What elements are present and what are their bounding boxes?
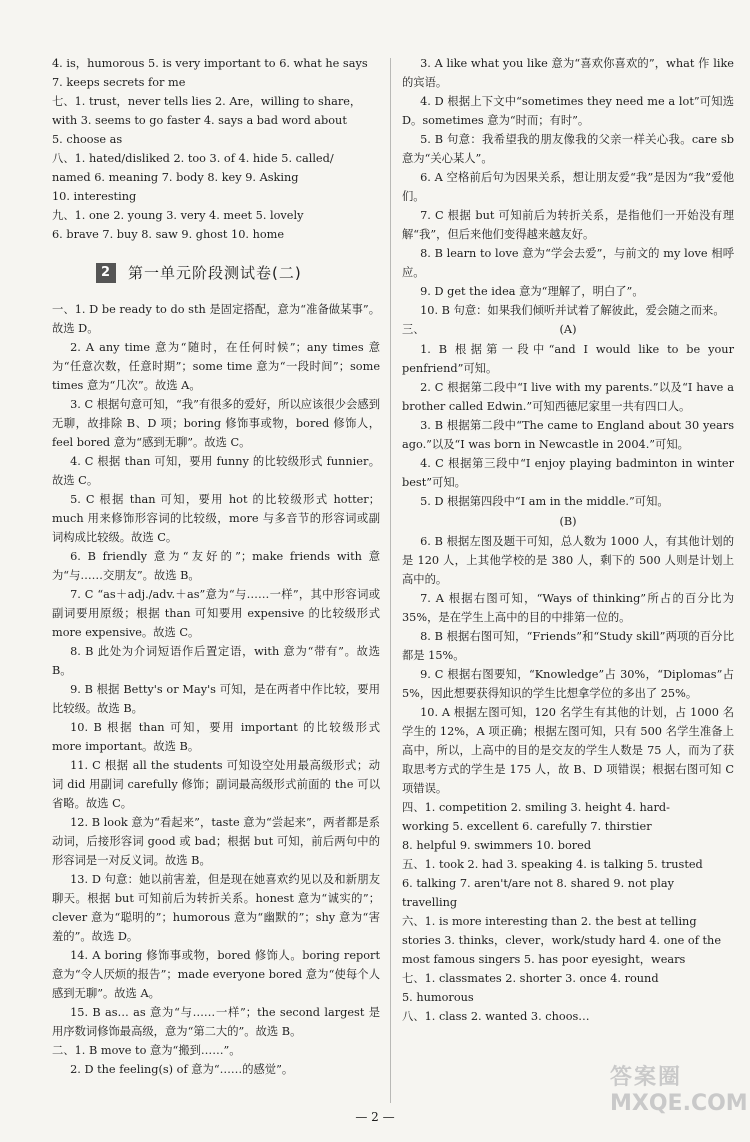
left-top-answers [52, 54, 380, 244]
passage-b-label: (B) [559, 515, 577, 528]
part3-label: 三、 [402, 323, 425, 336]
explanation-item: 2. D the feeling(s) of 意为“……的感觉”。 [70, 1063, 294, 1076]
answer-line: named 6. meaning 7. body 8. key 9. Asking [52, 171, 299, 184]
answer-line: travelling [402, 896, 458, 909]
explanation-item: 10. B 根据 than 可知，要用 important 的比较级形式 more important。故选 B。 [52, 721, 380, 753]
answer-line: 六、1. is more interesting than 2. the best at telling [402, 915, 697, 928]
explanation-item: 7. C 根据 but 可知前后为转折关系，是指他们一开始没有理解“我”，但后来他们变得越来越友好。 [402, 209, 734, 241]
explanation-item: 6. B 根据左图及题干可知，总人数为 1000 人，有其他计划的是 120 人，上其他学校的是 380 人，剩下的 500 人则是计划上高中的。 [402, 535, 734, 586]
explanation-item: 6. A 空格前后句为因果关系，想让朋友爱“我”是因为“我”爱他们。 [402, 171, 734, 203]
answer-line: 5. humorous [402, 991, 474, 1004]
section-heading [96, 260, 380, 286]
answer-line: with 3. seems to go faster 4. says a bad word about [52, 114, 347, 127]
explanation-item: 二、1. B move to 意为“搬到……”。 [52, 1044, 241, 1057]
answer-line: 四、1. competition 2. smiling 3. height 4. hard- [402, 801, 670, 814]
section-number-badge: 2 [96, 263, 116, 283]
explanation-item: 6. B friendly 意为“友好的”；make friends with 意为“与……交朋友”。故选 B。 [52, 550, 380, 582]
answer-line: most famous singers 5. has poor eyesight，wears [402, 953, 686, 966]
answer-line: 七、1. classmates 2. shorter 3. once 4. round [402, 972, 659, 985]
explanation-item: 5. C 根据 than 可知，要用 hot 的比较级形式 hotter；much 用来修饰形容词的比较级，more 与多音节的形容词或副词构成比较级。故选 C。 [52, 493, 380, 544]
answer-line: 10. interesting [52, 190, 137, 203]
passage-a-label: (A) [559, 323, 577, 336]
right-explanations-part2 [402, 54, 734, 320]
explanation-item: 2. C 根据第二段中“I live with my parents.”以及“I have a brother called Edwin.”可知西德尼家里一共有四口人。 [402, 381, 734, 413]
explanation-item: 9. B 根据 Betty's or May's 可知，是在两者中作比较，要用比较级。故选 B。 [52, 683, 380, 715]
explanation-item: 1. B 根据第一段中“and I would like to be your penfriend”可知。 [402, 343, 734, 375]
answer-line: 五、1. took 2. had 3. speaking 4. is talking 5. trusted [402, 858, 703, 871]
explanation-item: 4. C 根据第三段中“I enjoy playing badminton in winter best”可知。 [402, 457, 734, 489]
explanation-item: 3. C 根据句意可知，“我”有很多的爱好，所以应该很少会感到无聊，故排除 B、D 项；boring 修饰事或物，bored 修饰人，feel bored 意为“感到无聊”。故选 C。 [52, 398, 380, 449]
explanation-item: 一、1. D be ready to do sth 是固定搭配，意为“准备做某事”。故选 D。 [52, 303, 380, 335]
passage-a-explanations [402, 340, 734, 511]
answer-line: 8. helpful 9. swimmers 10. bored [402, 839, 592, 852]
answer-line: 5. choose as [52, 133, 123, 146]
answer-line: 九、1. one 2. young 3. very 4. meet 5. lovely [52, 209, 304, 222]
explanation-item: 3. A like what you like 意为“喜欢你喜欢的”，what 作 like 的宾语。 [402, 57, 734, 89]
answer-line: stories 3. thinks，clever，work/study hard 4. one of the [402, 934, 721, 947]
answer-line: 6. talking 7. aren't/are not 8. shared 9. not play [402, 877, 674, 890]
passage-b-explanations [402, 532, 734, 798]
answer-line: 6. brave 7. buy 8. saw 9. ghost 10. home [52, 228, 285, 241]
explanation-item: 5. D 根据第四段中“I am in the middle.”可知。 [420, 495, 669, 508]
left-column [52, 54, 380, 1079]
watermark-url: MXQE.COM [610, 1091, 748, 1116]
answer-line: working 5. excellent 6. carefully 7. thirstier [402, 820, 652, 833]
explanation-item: 8. B learn to love 意为“学会去爱”，与前文的 my love 相呼应。 [402, 247, 734, 279]
explanation-item: 15. B as… as 意为“与……一样”；the second largest 是用序数词修饰最高级，意为“第二大的”。故选 B。 [52, 1006, 380, 1038]
explanation-item: 10. B 句意：如果我们倾听并试着了解彼此，爱会随之而来。 [420, 304, 725, 317]
right-tail-answers [402, 798, 734, 1026]
explanation-item: 4. C 根据 than 可知，要用 funny 的比较级形式 funnier。故选 C。 [52, 455, 380, 487]
explanation-item: 9. D get the idea 意为“理解了，明白了”。 [420, 285, 644, 298]
section-title: 第一单元阶段测试卷(二) [128, 264, 302, 282]
explanation-item: 9. C 根据右图要知，“Knowledge”占 30%，“Diplomas”占 5%，因此想要获得知识的学生比想拿学位的多出了 25%。 [402, 668, 734, 700]
explanation-item: 8. B 此处为介词短语作后置定语，with 意为“带有”。故选 B。 [52, 645, 380, 677]
explanation-item: 13. D 句意：她以前害羞，但是现在她喜欢约见以及和新朋友聊天。根据 but 可知前后为转折关系。honest 意为“诚实的”；clever 意为“聪明的”；humorous 意为“幽默的”；shy 意为“害羞的”。故选 D。 [52, 873, 380, 943]
page-number: — 2 — [355, 1110, 395, 1124]
explanation-item: 12. B look 意为“看起来”，taste 意为“尝起来”，两者都是系动词，后接形容词 good 或 bad；根据 but 可知，前后两句中的形容词是一对反义词。故选 B。 [52, 816, 380, 867]
explanation-item: 7. A 根据右图可知，“Ways of thinking”所占的百分比为 35%，是在学生上高中的目的中排第一位的。 [402, 592, 734, 624]
explanation-item: 2. A any time 意为“随时，在任何时候”；any times 意为“任意次数，任意时期”；some time 意为“一段时间”；some times 意为“几次”。故选 A。 [52, 341, 380, 392]
answer-line: 八、1. class 2. wanted 3. choos… [402, 1010, 590, 1023]
answer-line: 七、1. trust，never tells lies 2. Are，willing to share， [52, 95, 362, 108]
watermark-text: 答案圈 [610, 1065, 683, 1090]
explanation-item: 5. B 句意：我希望我的朋友像我的父亲一样关心我。care sb 意为“关心某人”。 [402, 133, 734, 165]
answer-line: 八、1. hated/disliked 2. too 3. of 4. hide 5. called/ [52, 152, 334, 165]
explanation-item: 14. A boring 修饰事或物，bored 修饰人。boring report 意为“令人厌烦的报告”；made everyone bored 意为“使每个人感到无聊”。故选 A。 [52, 949, 380, 1000]
explanation-item: 8. B 根据右图可知，“Friends”和“Study skill”两项的百分比都是 15%。 [402, 630, 734, 662]
explanation-item: 10. A 根据左图可知，120 名学生有其他的计划，占 1000 名学生的 12%，A 项正确；根据左图可知，只有 500 名学生准备上高中，所以，上高中的目的是交友的学生人数是 75 人，而为了获取思考方式的学生是 175 人，故 B、D 项错误；根据右图可知 C 项错误。 [402, 706, 734, 795]
answer-line: 7. keeps secrets for me [52, 76, 186, 89]
answer-line: 4. is，humorous 5. is very important to 6. what he says [52, 57, 368, 70]
column-divider [390, 58, 391, 1103]
explanation-item: 7. C “as＋adj./adv.＋as”意为“与……一样”，其中形容词或副词要用原级；根据 than 可知要用 expensive 的比较级形式 more expensive。故选 C。 [52, 588, 380, 639]
explanation-item: 3. B 根据第二段中“The came to England about 30 years ago.”以及“I was born in Newcastle in 2004.”可知。 [402, 419, 734, 451]
explanation-item: 4. D 根据上下文中“sometimes they need me a lot”可知选 D。sometimes 意为“时而；有时”。 [402, 95, 734, 127]
watermark-logo [610, 1060, 748, 1132]
explanation-item: 11. C 根据 all the students 可知设空处用最高级形式；动词 did 用副词 carefully 修饰；副词最高级形式前面的 the 可以省略。故选 C。 [52, 759, 380, 810]
right-column [402, 54, 734, 1026]
left-explanations [52, 300, 380, 1079]
